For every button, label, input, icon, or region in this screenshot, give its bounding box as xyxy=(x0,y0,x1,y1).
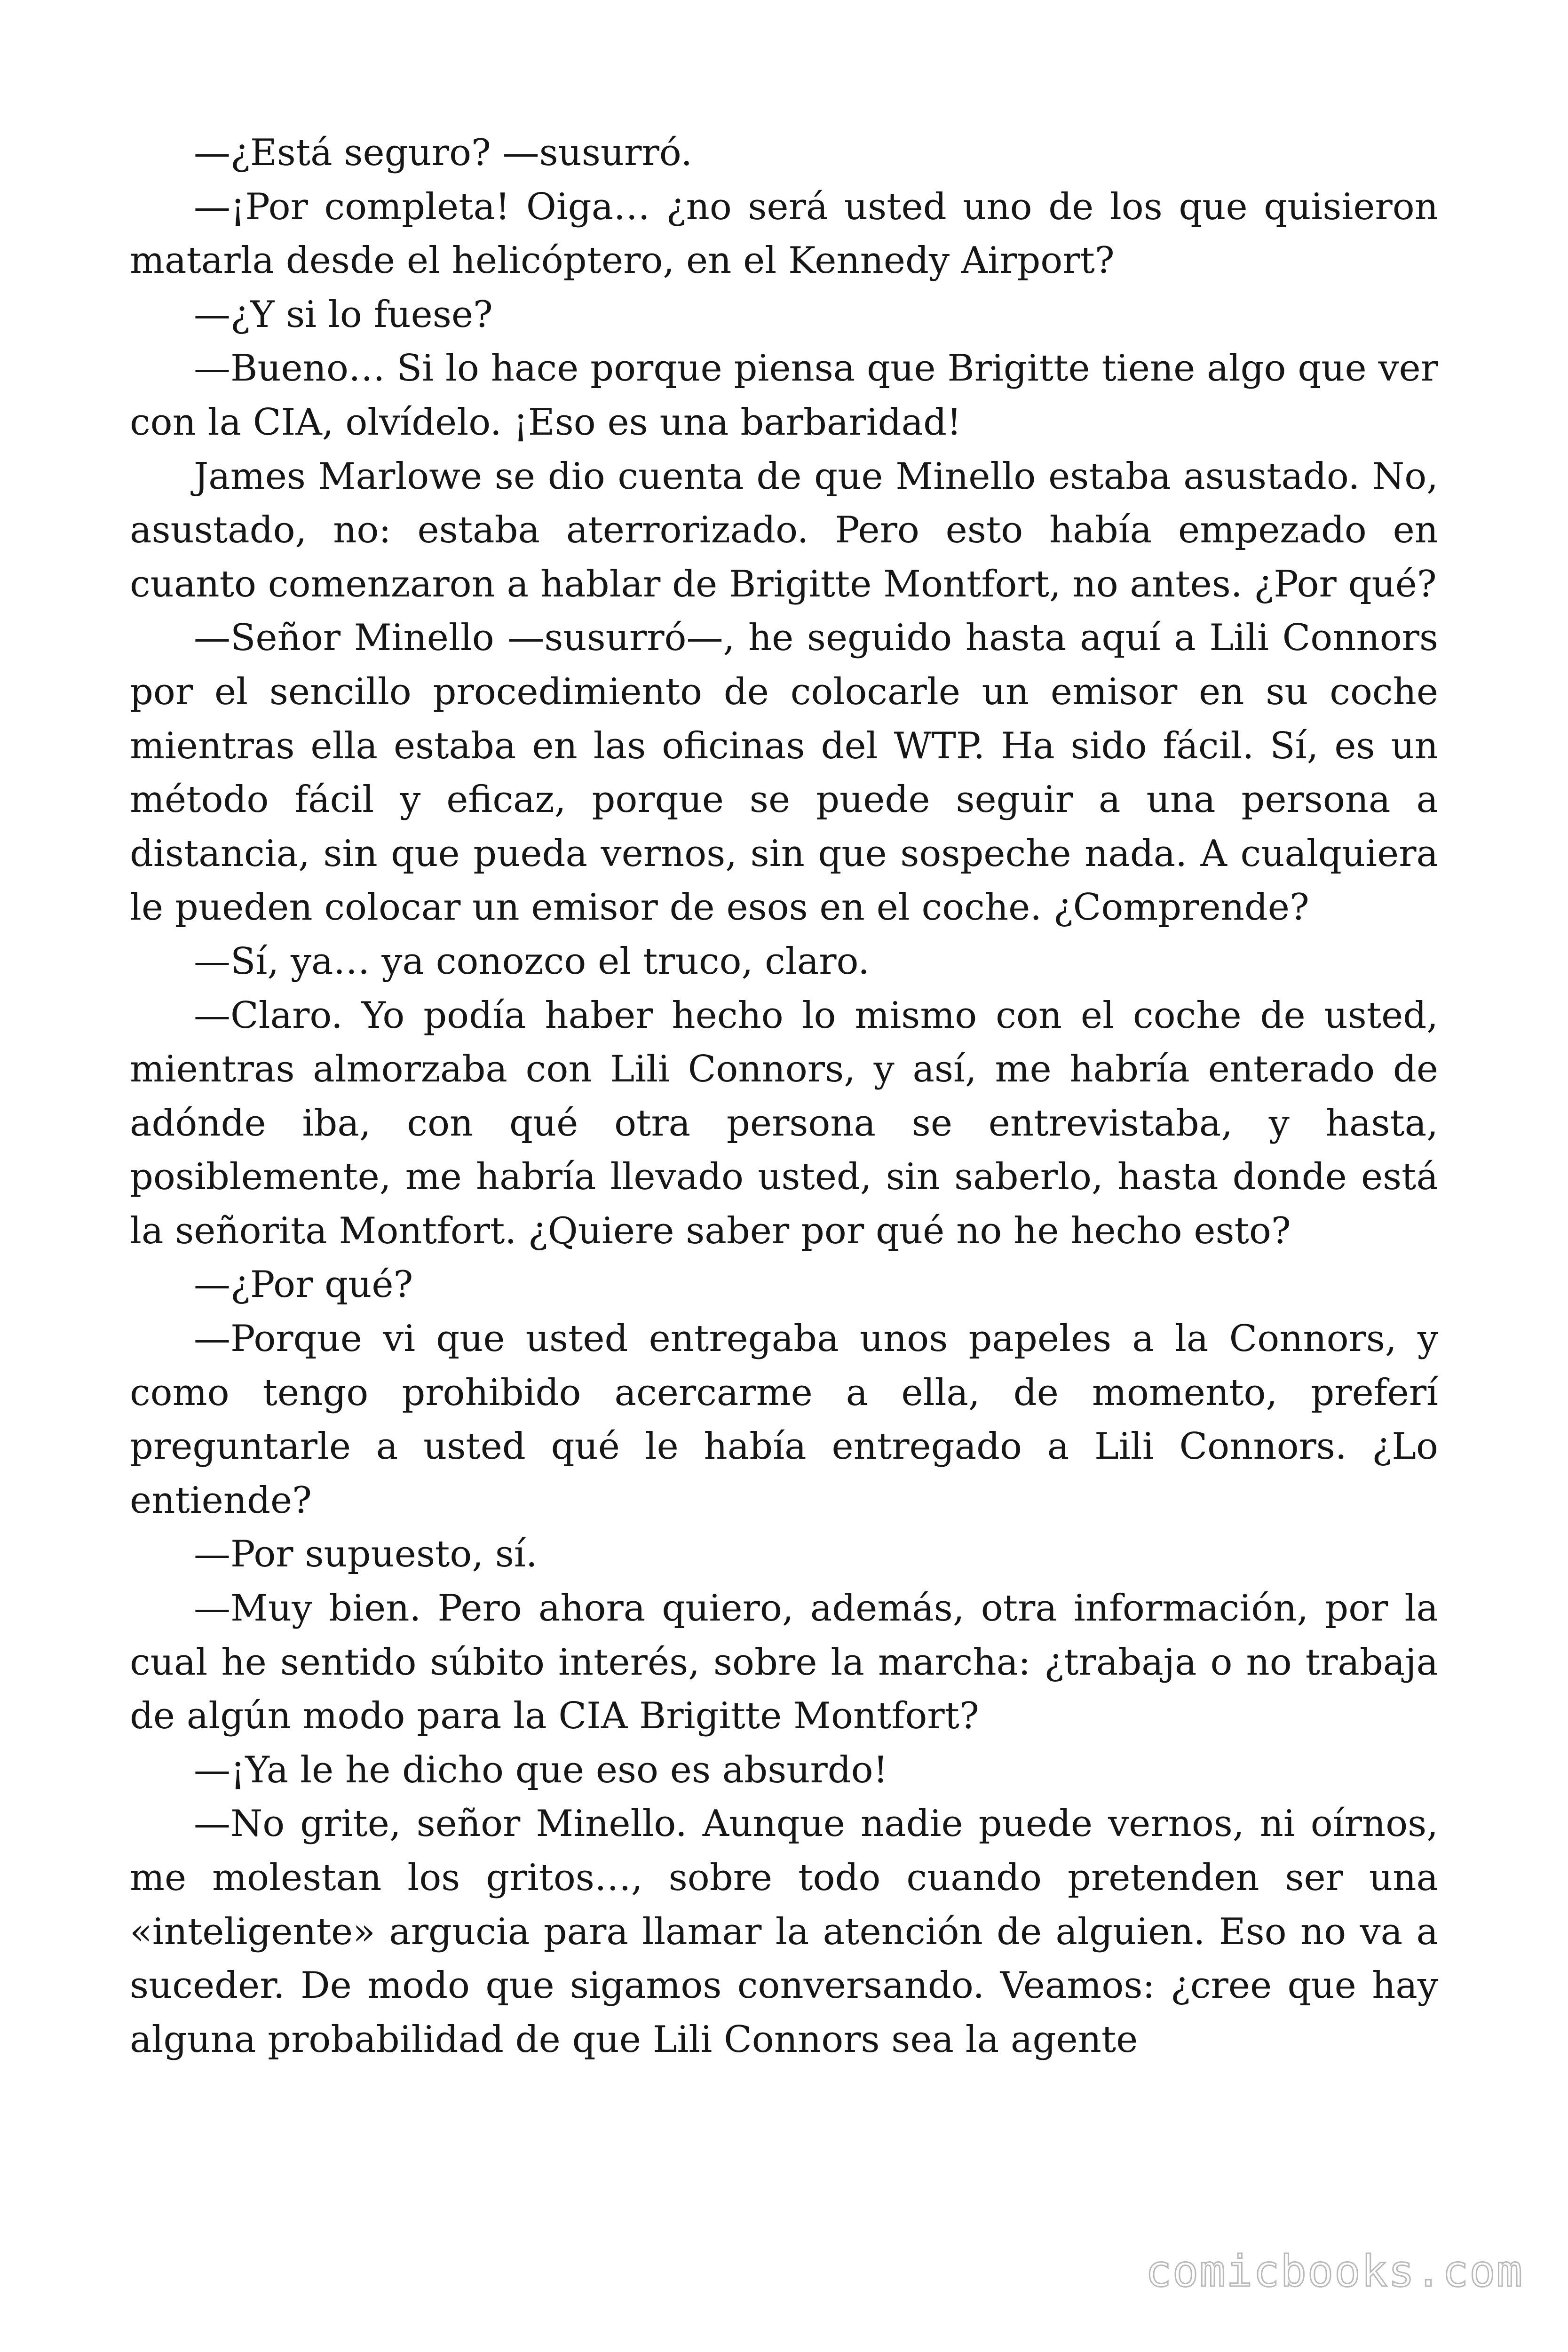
paragraph: —Muy bien. Pero ahora quiero, además, otra información, por la cual he sentido súbito interés, sobre la marcha: ¿trabaja o no trabaja de algún modo para la CIA Brigitte Montfort? xyxy=(130,1587,1438,1738)
paragraph: —¡Ya le he dicho que eso es absurdo! xyxy=(194,1748,888,1791)
paragraph: —Sí, ya… ya conozco el truco, claro. xyxy=(194,940,870,983)
paragraph: —No grite, señor Minello. Aunque nadie puede vernos, ni oírnos, me molestan los gritos…, sobre todo cuando pretenden ser una «inteligente» argucia para llamar la atención de alguien. Eso no va a suceder. De modo que sigamos conversando. Veamos: ¿cree que hay alguna probabilidad de que Lili Connors sea la agente xyxy=(130,1803,1438,2061)
page-body xyxy=(130,126,1438,2066)
paragraph: James Marlowe se dio cuenta de que Minello estaba asustado. No, asustado, no: estaba aterrorizado. Pero esto había empezado en cuanto comenzaron a hablar de Brigitte Montfort, no antes. ¿Por qué? xyxy=(130,455,1438,605)
watermark: comicbooks.com xyxy=(1145,2246,1523,2296)
paragraph: —Claro. Yo podía haber hecho lo mismo con el coche de usted, mientras almorzaba con Lili Connors, y así, me habría enterado de adónde iba, con qué otra persona se entrevistaba, y hasta, posiblemente, me habría llevado usted, sin saberlo, hasta donde está la señorita Montfort. ¿Quiere saber por qué no he hecho esto? xyxy=(130,994,1438,1252)
paragraph: —¡Por completa! Oiga… ¿no será usted uno de los que quisieron matarla desde el helicóptero, en el Kennedy Airport? xyxy=(130,185,1438,282)
paragraph: —Porque vi que usted entregaba unos papeles a la Connors, y como tengo prohibido acercarme a ella, de momento, preferí preguntarle a usted qué le había entregado a Lili Connors. ¿Lo entiende? xyxy=(130,1318,1438,1522)
paragraph: —Por supuesto, sí. xyxy=(194,1533,538,1576)
paragraph: —Bueno… Si lo hace porque piensa que Brigitte tiene algo que ver con la CIA, olvídelo. ¡Eso es una barbaridad! xyxy=(130,347,1438,444)
paragraph: —¿Está seguro? —susurró. xyxy=(194,132,693,174)
paragraph: —Señor Minello —susurró—, he seguido hasta aquí a Lili Connors por el sencillo procedimiento de colocarle un emisor en su coche mientras ella estaba en las oficinas del WTP. Ha sido fácil. Sí, es un método fácil y eficaz, porque se puede seguir a una persona a distancia, sin que pueda vernos, sin que sospeche nada. A cualquiera le pueden colocar un emisor de esos en el coche. ¿Comprende? xyxy=(130,617,1438,929)
paragraph: —¿Por qué? xyxy=(194,1263,413,1306)
paragraph: —¿Y si lo fuese? xyxy=(194,293,493,336)
